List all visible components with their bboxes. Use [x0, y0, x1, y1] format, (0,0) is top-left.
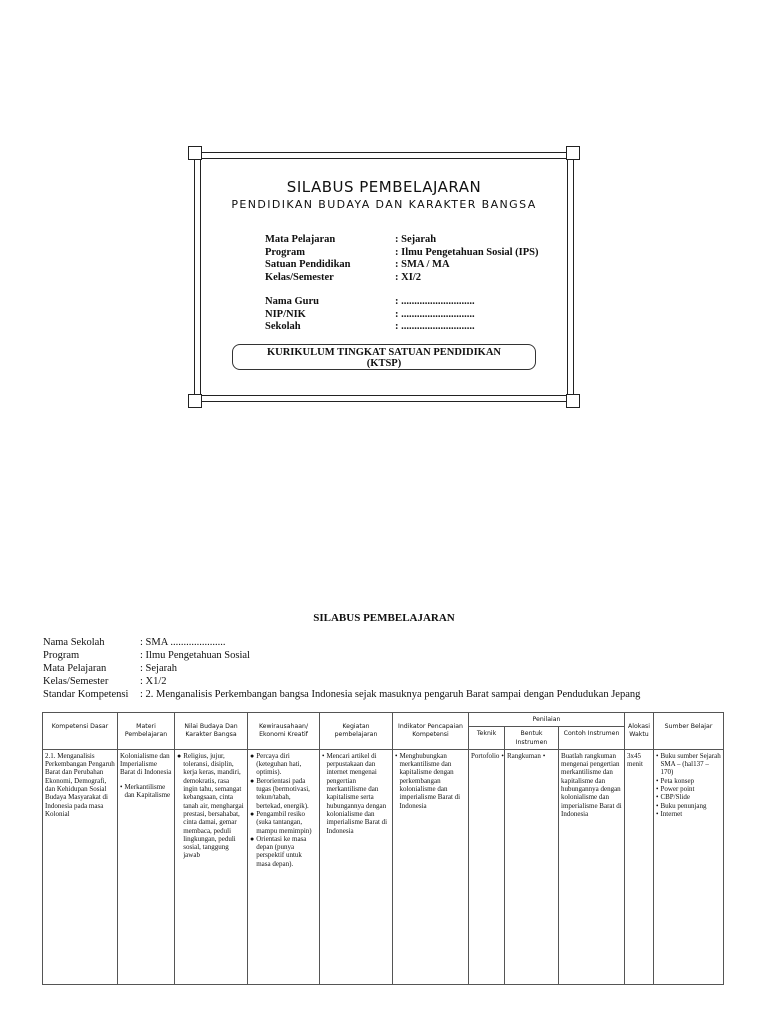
- info-row: [265, 296, 475, 309]
- header-bentuk: Bentuk Instrumen: [505, 727, 559, 750]
- bullet-icon: •: [322, 751, 325, 760]
- bullet-icon: ●: [250, 776, 255, 785]
- ktsp-box: [232, 344, 536, 370]
- meta-value: : Sejarah: [140, 663, 178, 674]
- meta-label: Mata Pelajaran: [43, 663, 107, 674]
- list-item: ● Orientasi ke masa depan (punya perspektif untuk masa depan).: [250, 834, 307, 868]
- header-kegiatan: Kegiatan pembelajaran: [320, 713, 393, 750]
- info-value: : ............................: [395, 321, 475, 332]
- cell-teknik: [469, 749, 505, 984]
- bullet-icon: ●: [250, 834, 255, 843]
- list-item: • Power point: [656, 785, 695, 794]
- corner-ornament: [188, 146, 202, 160]
- list-item: • CBP/Slide: [656, 793, 691, 802]
- header-nilai: Nilai Budaya Dan Karakter Bangsa: [175, 713, 248, 750]
- syllabus-table: [42, 712, 724, 985]
- materi-text: Kolonialisme dan Imperialisme Barat di Indonesia: [120, 751, 172, 777]
- cover-title: SILABUS PEMBELAJARAN: [286, 178, 482, 196]
- list-item: Portofolio •: [471, 751, 504, 760]
- list-item: ● Berorientasi pada tugas (bermotivasi, tekun/tabah, bertekad, energik).: [250, 776, 310, 810]
- info-value: : ............................: [395, 296, 475, 307]
- list-item: • Peta konsep: [656, 776, 695, 785]
- header-row: [43, 713, 724, 727]
- header-contoh: Contoh Instrumen: [559, 727, 625, 750]
- info-label: Nama Guru: [265, 296, 319, 307]
- corner-ornament: [566, 394, 580, 408]
- info-value: : Ilmu Pengetahuan Sosial (IPS): [395, 246, 539, 258]
- bullet-icon: •: [656, 751, 659, 760]
- meta-row: [43, 675, 640, 688]
- bullet-icon: ●: [250, 751, 255, 760]
- cover-frame: [188, 146, 580, 408]
- header-kewirausahaan: Kewirausahaan/ Ekonomi Kreatif: [248, 713, 320, 750]
- section-title: SILABUS PEMBELAJARAN: [313, 612, 455, 624]
- list-item: Rangkuman •: [507, 751, 546, 760]
- meta-row: [43, 636, 640, 649]
- header-kd: Kompetensi Dasar: [43, 713, 118, 750]
- ktsp-line2: (KTSP): [366, 358, 402, 369]
- bullet-icon: •: [501, 751, 504, 760]
- header-teknik: Teknik: [469, 727, 505, 750]
- list-item: ● Religius, jujur, toleransi, disiplin, kerja keras, mandiri, demokratis, rasa ingin tahu, semangat kebangsaan, cinta tanah air, menghargai prestasi, bersahabat, cinta damai, gemar membaca, peduli lingkungan, peduli sosial, tanggung jawab: [177, 751, 244, 860]
- meta-value: : X1/2: [140, 676, 167, 687]
- bullet-icon: •: [656, 776, 659, 785]
- info-label: Sekolah: [265, 321, 301, 332]
- meta-label: Program: [43, 650, 80, 661]
- list-item: • Menghubungkan merkantilisme dan kapitalisme dengan perkembangan kolonialisme dan imperialisme Barat di Indonesia: [395, 751, 461, 810]
- info-label: Mata Pelajaran: [265, 234, 336, 245]
- info-row: [265, 234, 539, 247]
- cell-indikator: [393, 749, 469, 984]
- cell-bentuk: [505, 749, 559, 984]
- header-alokasi: Alokasi Waktu: [625, 713, 654, 750]
- info-label: Satuan Pendidikan: [265, 259, 351, 270]
- bullet-icon: •: [656, 785, 659, 794]
- info-value: : SMA / MA: [395, 259, 450, 270]
- info-label: NIP/NIK: [265, 308, 306, 320]
- list-item: • Mencari artikel di perpustakaan dan internet mengenai pengertian merkantilisme dan kapitalisme serta hubungannya dengan kolonialisme dan imperialisme Barat di Indonesia: [322, 751, 388, 835]
- info-value: : XI/2: [395, 271, 421, 283]
- bullet-icon: ●: [177, 751, 182, 760]
- header-indikator: Indikator Pencapaian Kompetensi: [393, 713, 469, 750]
- info-row: [265, 247, 539, 260]
- header-sumber: Sumber Belajar: [654, 713, 724, 750]
- list-item: • Internet: [656, 809, 683, 818]
- bullet-icon: •: [120, 782, 123, 791]
- bullet-icon: •: [656, 793, 659, 802]
- cell-alokasi: 3x45 menit: [625, 749, 654, 984]
- bullet-icon: •: [656, 801, 659, 810]
- syllabus-meta: [43, 636, 640, 701]
- list-item: • Buku sumber Sejarah SMA – (hal137 – 170): [656, 751, 721, 777]
- meta-label: Nama Sekolah: [43, 637, 105, 648]
- meta-label: Standar Kompetensi: [43, 689, 129, 700]
- bullet-icon: •: [395, 751, 398, 760]
- header-penilaian: Penilaian: [469, 713, 625, 727]
- meta-label: Kelas/Semester: [43, 676, 109, 687]
- meta-value: : SMA .....................: [140, 637, 226, 648]
- info-row: [265, 309, 475, 322]
- meta-row: [43, 662, 640, 675]
- list-item: ● Pengambil resiko (suka tantangan, mampu memimpin): [250, 809, 312, 835]
- table-row: [43, 749, 724, 984]
- list-item: ● Percaya diri (keteguhan hati, optimis).: [250, 751, 302, 777]
- bullet-icon: •: [656, 809, 659, 818]
- bullet-icon: ●: [250, 809, 255, 818]
- info-label: Program: [265, 246, 306, 258]
- cell-kd: 2.1. Menganalisis Perkembangan Pengaruh Barat dan Perubahan Ekonomi, Demografi, dan Kehidupan Sosial Budaya Masyarakat di Indonesia pada masa Kolonial: [43, 749, 118, 984]
- info-value: : ............................: [395, 308, 475, 320]
- cell-nilai: [175, 749, 248, 984]
- cell-contoh: Buatlah rangkuman mengenai pengertian merkantilisme dan kapitalisme dan hubungannya dengan kolonialisme dan imperialisme Barat di Indonesia: [559, 749, 625, 984]
- cover-info: [265, 234, 539, 284]
- cell-materi: [118, 749, 175, 984]
- info-row: [265, 259, 539, 272]
- corner-ornament: [188, 394, 202, 408]
- cover-subtitle: PENDIDIKAN BUDAYA DAN KARAKTER BANGSA: [231, 198, 537, 211]
- info-row: [265, 321, 475, 334]
- corner-ornament: [566, 146, 580, 160]
- cell-kewirausahaan: [248, 749, 320, 984]
- cell-sumber: [654, 749, 724, 984]
- meta-value: : Ilmu Pengetahuan Sosial: [140, 650, 250, 661]
- meta-value: : 2. Menganalisis Perkembangan bangsa Indonesia sejak masuknya pengaruh Barat sampai dengan Pendudukan Jepang: [140, 689, 641, 700]
- ktsp-line1: KURIKULUM TINGKAT SATUAN PENDIDIKAN: [266, 347, 502, 358]
- info-value: : Sejarah: [395, 234, 437, 245]
- cover-teacher-info: [265, 296, 475, 334]
- meta-row: [43, 688, 640, 701]
- header-materi: Materi Pembelajaran: [118, 713, 175, 750]
- list-item: • Buku penunjang: [656, 801, 707, 810]
- bullet-icon: •: [542, 751, 546, 760]
- meta-row: [43, 649, 640, 662]
- list-item: • Merkantilisme dan Kapitalisme: [120, 782, 171, 800]
- info-row: [265, 272, 539, 285]
- info-label: Kelas/Semester: [265, 271, 334, 283]
- cell-kegiatan: [320, 749, 393, 984]
